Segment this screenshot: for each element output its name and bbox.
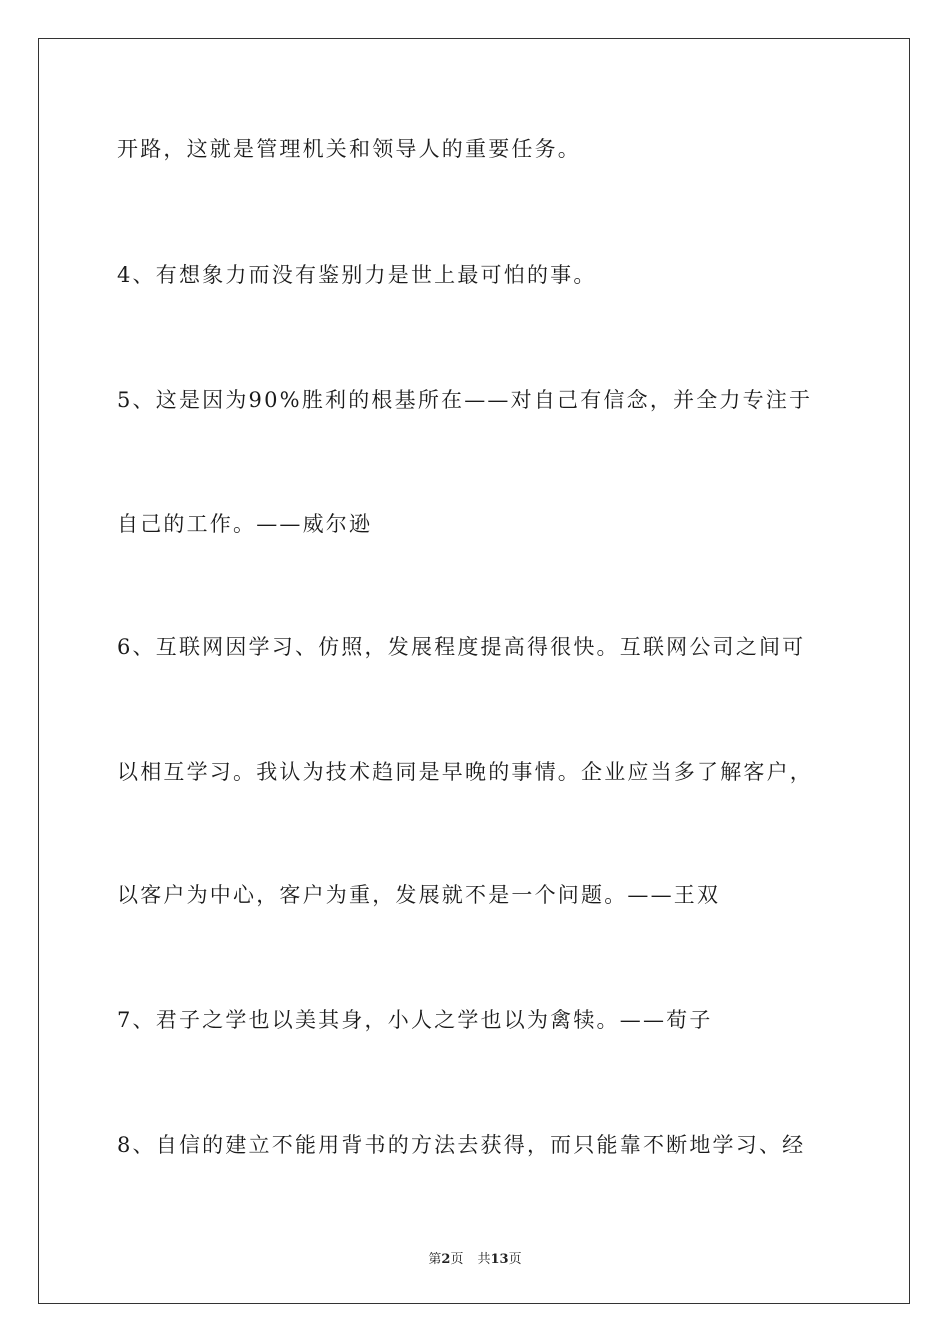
- page-prefix: 第: [428, 1252, 442, 1267]
- page-suffix: 页: [450, 1252, 464, 1267]
- text-line-4: 自己的工作。——威尔逊: [117, 512, 373, 536]
- total-prefix: 共: [477, 1252, 491, 1267]
- text-line-3: 5、这是因为90%胜利的根基所在——对自己有信念，并全力专注于: [117, 388, 813, 412]
- page-footer: [0, 1248, 950, 1267]
- text-line-1: 开路，这就是管理机关和领导人的重要任务。: [117, 137, 581, 161]
- page-border: [38, 38, 910, 1304]
- total-pages: 13: [490, 1252, 509, 1267]
- text-line-8: 7、君子之学也以美其身，小人之学也以为禽犊。——荀子: [117, 1008, 713, 1032]
- text-line-6: 以相互学习。我认为技术趋同是早晚的事情。企业应当多了解客户，: [117, 760, 813, 784]
- total-suffix: 页: [508, 1252, 522, 1267]
- text-line-9: 8、自信的建立不能用背书的方法去获得，而只能靠不断地学习、经: [117, 1133, 806, 1157]
- text-line-2: 4、有想象力而没有鉴别力是世上最可怕的事。: [117, 263, 597, 287]
- text-line-7: 以客户为中心，客户为重，发展就不是一个问题。——王双: [117, 883, 721, 907]
- page-number: 2: [441, 1252, 451, 1267]
- text-line-5: 6、互联网因学习、仿照，发展程度提高得很快。互联网公司之间可: [117, 635, 806, 659]
